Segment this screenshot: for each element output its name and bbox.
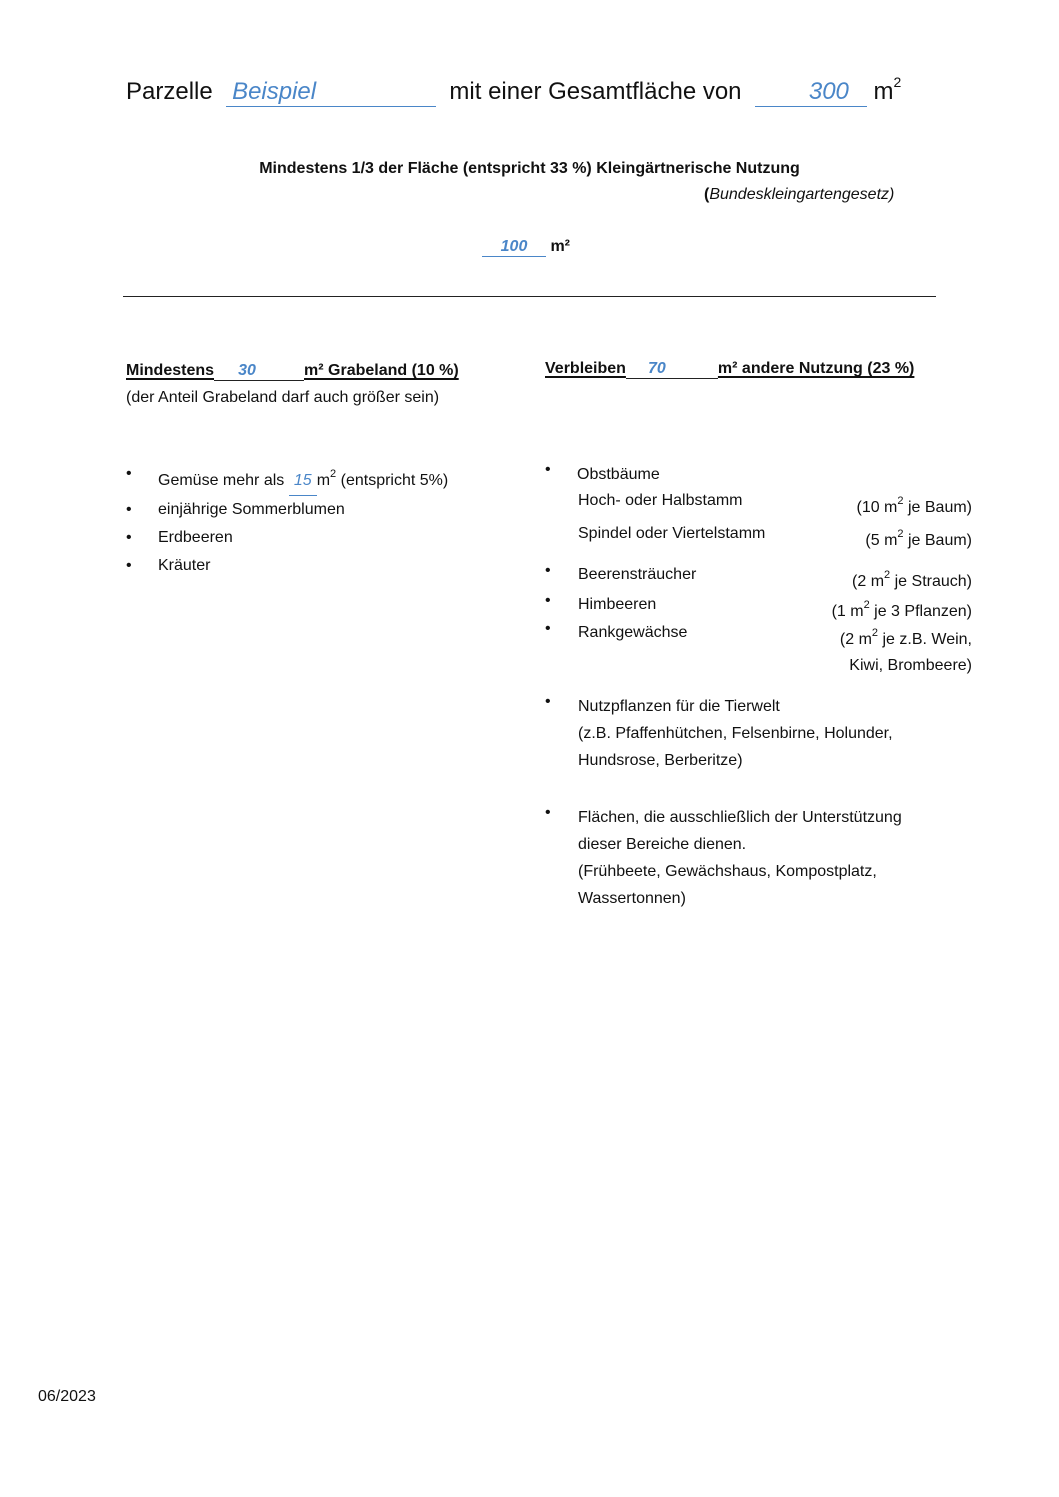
bullet: • bbox=[545, 804, 551, 821]
bullet: • bbox=[545, 562, 551, 579]
vegetables-unit: m bbox=[316, 472, 331, 489]
bullet: • bbox=[545, 592, 551, 609]
support-line: dieser Bereiche dienen. bbox=[578, 836, 747, 853]
title-middle: mit einer Gesamtfläche von bbox=[449, 78, 742, 105]
climbers-item bbox=[545, 620, 975, 679]
req-sup: 2 bbox=[897, 495, 904, 507]
req-pre: (1 m bbox=[831, 603, 864, 620]
left-head-suffix: m² Grabeland (10 %) bbox=[304, 362, 459, 379]
wildlife-item bbox=[545, 693, 975, 774]
fruit-trees-label: Obstbäume bbox=[577, 466, 660, 483]
left-column-note: (der Anteil Grabeland darf auch größer sein) bbox=[126, 389, 440, 406]
support-areas-item bbox=[545, 804, 975, 912]
heading-underline-gap bbox=[280, 362, 304, 381]
shrub-row-continued bbox=[578, 653, 972, 679]
shrub-row bbox=[578, 620, 972, 653]
grabeland-area-field[interactable] bbox=[214, 362, 280, 381]
minimum-area-value[interactable]: 100 bbox=[482, 238, 546, 257]
shrub-requirement bbox=[852, 562, 972, 595]
title-unit-sup: 2 bbox=[893, 74, 902, 90]
bullet: • bbox=[126, 529, 132, 546]
minimum-area bbox=[482, 238, 570, 257]
req-pre: (10 m bbox=[856, 499, 898, 516]
page-title bbox=[126, 74, 901, 107]
tree-type: Hoch- oder Halbstamm bbox=[578, 492, 743, 509]
grabeland-list bbox=[126, 460, 448, 580]
shrub-name: Rankgewächse bbox=[578, 624, 688, 641]
req-pre: (5 m bbox=[865, 532, 898, 549]
list-item bbox=[126, 496, 448, 524]
right-column-heading bbox=[545, 360, 914, 379]
total-area-value: 300 bbox=[808, 78, 849, 105]
law-name: Bundeskleingartengesetz) bbox=[709, 186, 895, 203]
fruit-trees-rows bbox=[578, 488, 975, 554]
shrub-requirement-line2: Kiwi, Brombeere) bbox=[849, 657, 972, 674]
req-post: je Strauch) bbox=[894, 573, 972, 590]
shrub-name: Beerensträucher bbox=[578, 566, 697, 583]
req-sup: 2 bbox=[897, 528, 904, 540]
tree-requirement bbox=[865, 521, 972, 554]
total-area-field[interactable] bbox=[755, 78, 867, 107]
vegetables-area-field[interactable] bbox=[289, 467, 317, 496]
support-line: Flächen, die ausschließlich der Unterstützung bbox=[578, 809, 902, 826]
fruit-trees-item bbox=[545, 461, 975, 554]
tree-requirement bbox=[856, 488, 972, 521]
left-head-prefix: Mindestens bbox=[126, 362, 215, 379]
req-post: je Baum) bbox=[907, 499, 972, 516]
list-item-label: Kräuter bbox=[158, 557, 211, 574]
bullet: • bbox=[126, 465, 132, 482]
wildlife-line: (z.B. Pfaffenhütchen, Felsenbirne, Holunder, bbox=[578, 725, 893, 742]
support-text bbox=[578, 804, 975, 912]
parcel-name-value: Beispiel bbox=[232, 78, 317, 105]
list-item bbox=[126, 552, 448, 580]
shrub-requirement bbox=[840, 620, 972, 653]
req-sup: 2 bbox=[871, 627, 879, 639]
vegetables-unit-sup: 2 bbox=[330, 468, 337, 480]
bullet: • bbox=[545, 620, 551, 637]
list-item bbox=[126, 460, 448, 496]
shrub-row bbox=[578, 562, 972, 595]
support-line: Wassertonnen) bbox=[578, 890, 686, 907]
shrub-name: Himbeeren bbox=[578, 596, 657, 613]
list-item-label: einjährige Sommerblumen bbox=[158, 501, 345, 518]
list-item-label: Erdbeeren bbox=[158, 529, 233, 546]
fruit-tree-row bbox=[578, 521, 972, 554]
minimum-area-unit: m² bbox=[550, 238, 571, 255]
title-unit: m bbox=[873, 78, 894, 105]
vegetables-label: Gemüse mehr als bbox=[158, 472, 285, 489]
other-use-area-field[interactable] bbox=[626, 360, 688, 379]
left-column-heading bbox=[126, 362, 459, 381]
other-use-area-value: 70 bbox=[648, 360, 666, 377]
document-date: 06/2023 bbox=[38, 1388, 96, 1405]
vegetables-share: (entspricht 5%) bbox=[340, 472, 449, 489]
req-pre: (2 m bbox=[852, 573, 885, 590]
shrubs-item bbox=[545, 562, 975, 595]
bullet: • bbox=[126, 557, 132, 574]
divider-line bbox=[123, 296, 936, 297]
req-post: je Baum) bbox=[907, 532, 972, 549]
req-post: je z.B. Wein, bbox=[882, 631, 972, 648]
bullet: • bbox=[545, 693, 551, 710]
law-open-paren: ( bbox=[704, 186, 710, 203]
list-item bbox=[126, 524, 448, 552]
heading-underline-gap bbox=[688, 360, 718, 379]
vegetables-area-value: 15 bbox=[293, 472, 312, 489]
shrub-row-wrap bbox=[578, 620, 975, 679]
req-sup: 2 bbox=[884, 569, 891, 581]
req-pre: (2 m bbox=[839, 631, 872, 648]
parcel-name-field[interactable] bbox=[226, 78, 436, 107]
req-post: je 3 Pflanzen) bbox=[874, 603, 972, 620]
right-head-prefix: Verbleiben bbox=[545, 360, 626, 377]
fruit-tree-row bbox=[578, 488, 972, 521]
shrub-row-wrap bbox=[578, 562, 975, 595]
tree-type: Spindel oder Viertelstamm bbox=[578, 525, 766, 542]
wildlife-line: Nutzpflanzen für die Tierwelt bbox=[578, 698, 780, 715]
bullet: • bbox=[126, 501, 132, 518]
grabeland-area-value: 30 bbox=[238, 362, 256, 379]
bullet: • bbox=[545, 461, 551, 478]
title-prefix: Parzelle bbox=[126, 78, 213, 105]
support-line: (Frühbeete, Gewächshaus, Kompostplatz, bbox=[578, 863, 877, 880]
wildlife-text bbox=[578, 693, 975, 774]
wildlife-line: Hundsrose, Berberitze) bbox=[578, 752, 743, 769]
law-reference bbox=[704, 186, 894, 204]
right-head-suffix: m² andere Nutzung (23 %) bbox=[717, 360, 915, 377]
req-sup: 2 bbox=[863, 599, 870, 611]
minimum-use-heading: Mindestens 1/3 der Fläche (entspricht 33 %) Kleingärtnerische Nutzung bbox=[259, 160, 800, 177]
